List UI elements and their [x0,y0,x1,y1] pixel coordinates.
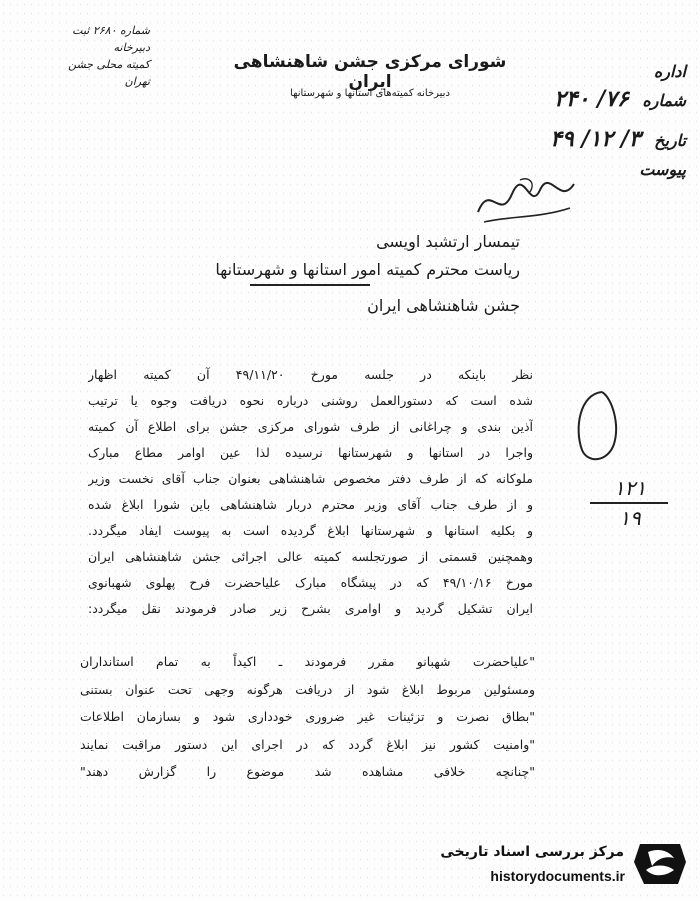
watermark-site: historydocuments.ir [490,868,625,884]
attachment-label: پیوست [639,160,686,179]
organization-subtitle: دبیرخانه کمیته‌های استانها و شهرستانها [290,88,450,99]
body-line: وهمچنین قسمتی از صورتجلسه کمیته عالی اجرائی جشن شاهنشاهی ایران [88,549,533,564]
stamp-line-3: تهران [124,75,150,88]
fraction-bar [590,502,668,504]
addressee-title: ریاست محترم کمیته امور استانها و شهرستانها [215,260,520,279]
body-line: و بکلیه استانها و شهرستانها ابلاغ گردیده است به پیوست ایفاد میگردد. [88,523,533,538]
stamp-line-1: شماره ۲۶۸۰ ثبت دبیرخانه [72,24,150,54]
underline [250,284,370,286]
quote-line: "وامنیت کشور نیز ابلاغ گردد که در اجرای این دستور مراقبت نمایند [80,736,535,752]
letter-number [554,86,686,112]
watermark-name: مرکز بررسی اسناد تاریخی [440,844,624,860]
date-value: ۳/ ۱۲/ ۴۹ [550,126,641,152]
organization-title: شورای مرکزی جشن شاهنشاهی ایران [233,52,507,92]
body-line: ملوکانه که از طرف دفتر مخصوص شاهنشاهی بعنوان جناب آقای نخست وزیر [88,471,533,486]
stamp-line-2: کمیته محلی جشن [68,58,150,71]
office-label: اداره [653,62,686,81]
quote-line: "علیاحضرت شهبانو مقرر فرمودند ـ اکیداً به تمام استانداران [80,654,535,669]
quote-line: "بطاق نصرت و تزئینات غیر ضروری خودداری شود و بسازمان اطلاعات [80,709,535,725]
body-line: ایران تشکیل گردید و اوامری بشرح زیر صادر فرمودند نقل میگردد: [88,601,533,616]
signature-mark [470,172,580,228]
addressee-organization: جشن شاهنشاهی ایران [367,296,520,315]
margin-number-bottom: ۱۹ [619,506,641,530]
body-line: و از طرف جناب آقای وزیر محترم دربار شاهنشاهی باین شورا ابلاغ شده [88,497,533,512]
margin-number [590,476,670,530]
body-line: شده است که دستورالعمل روشنی درباره نحوه دریافت وجوه یا ترتیب [88,393,533,408]
body-line: مورخ ۴۹/۱۰/۱۶ که در پیشگاه مبارک علیاحضرت فرح پهلوی شهبانوی [88,575,533,590]
letter-body [88,362,533,622]
quote-line: "چنانچه خلافی مشاهده شد موضوع را گزارش دهند" [80,764,535,780]
margin-circle-mark [572,388,620,464]
number-value: ۷۶/ ۲۴۰ [553,86,629,112]
addressee-name: تیمسار ارتشبد اویسی [376,232,520,251]
quote-line: ومسئولین مربوط ابلاغ شود از دریافت هرگونه وجهی تحت عنوان بستنی [80,681,535,697]
body-line: واجرا در استانها و شهرستانها نرسیده لذا عین اوامر مطاع مبارک [88,445,533,460]
body-line: آذین بندی و چراغانی از طرف شورای مرکزی جشن برای اطلاع آن کمیته [88,419,533,434]
archive-logo-icon [630,836,690,890]
body-line: نظر باینکه در جلسه مورخ ۴۹/۱۱/۲۰ آن کمیته اظهار [88,367,533,382]
registration-stamp [40,22,150,90]
date-label: تاریخ [654,131,686,150]
letter-date [550,126,686,152]
margin-number-top: ۱۲۱ [613,476,647,500]
quoted-orders [80,648,535,786]
number-label: شماره [642,91,686,110]
